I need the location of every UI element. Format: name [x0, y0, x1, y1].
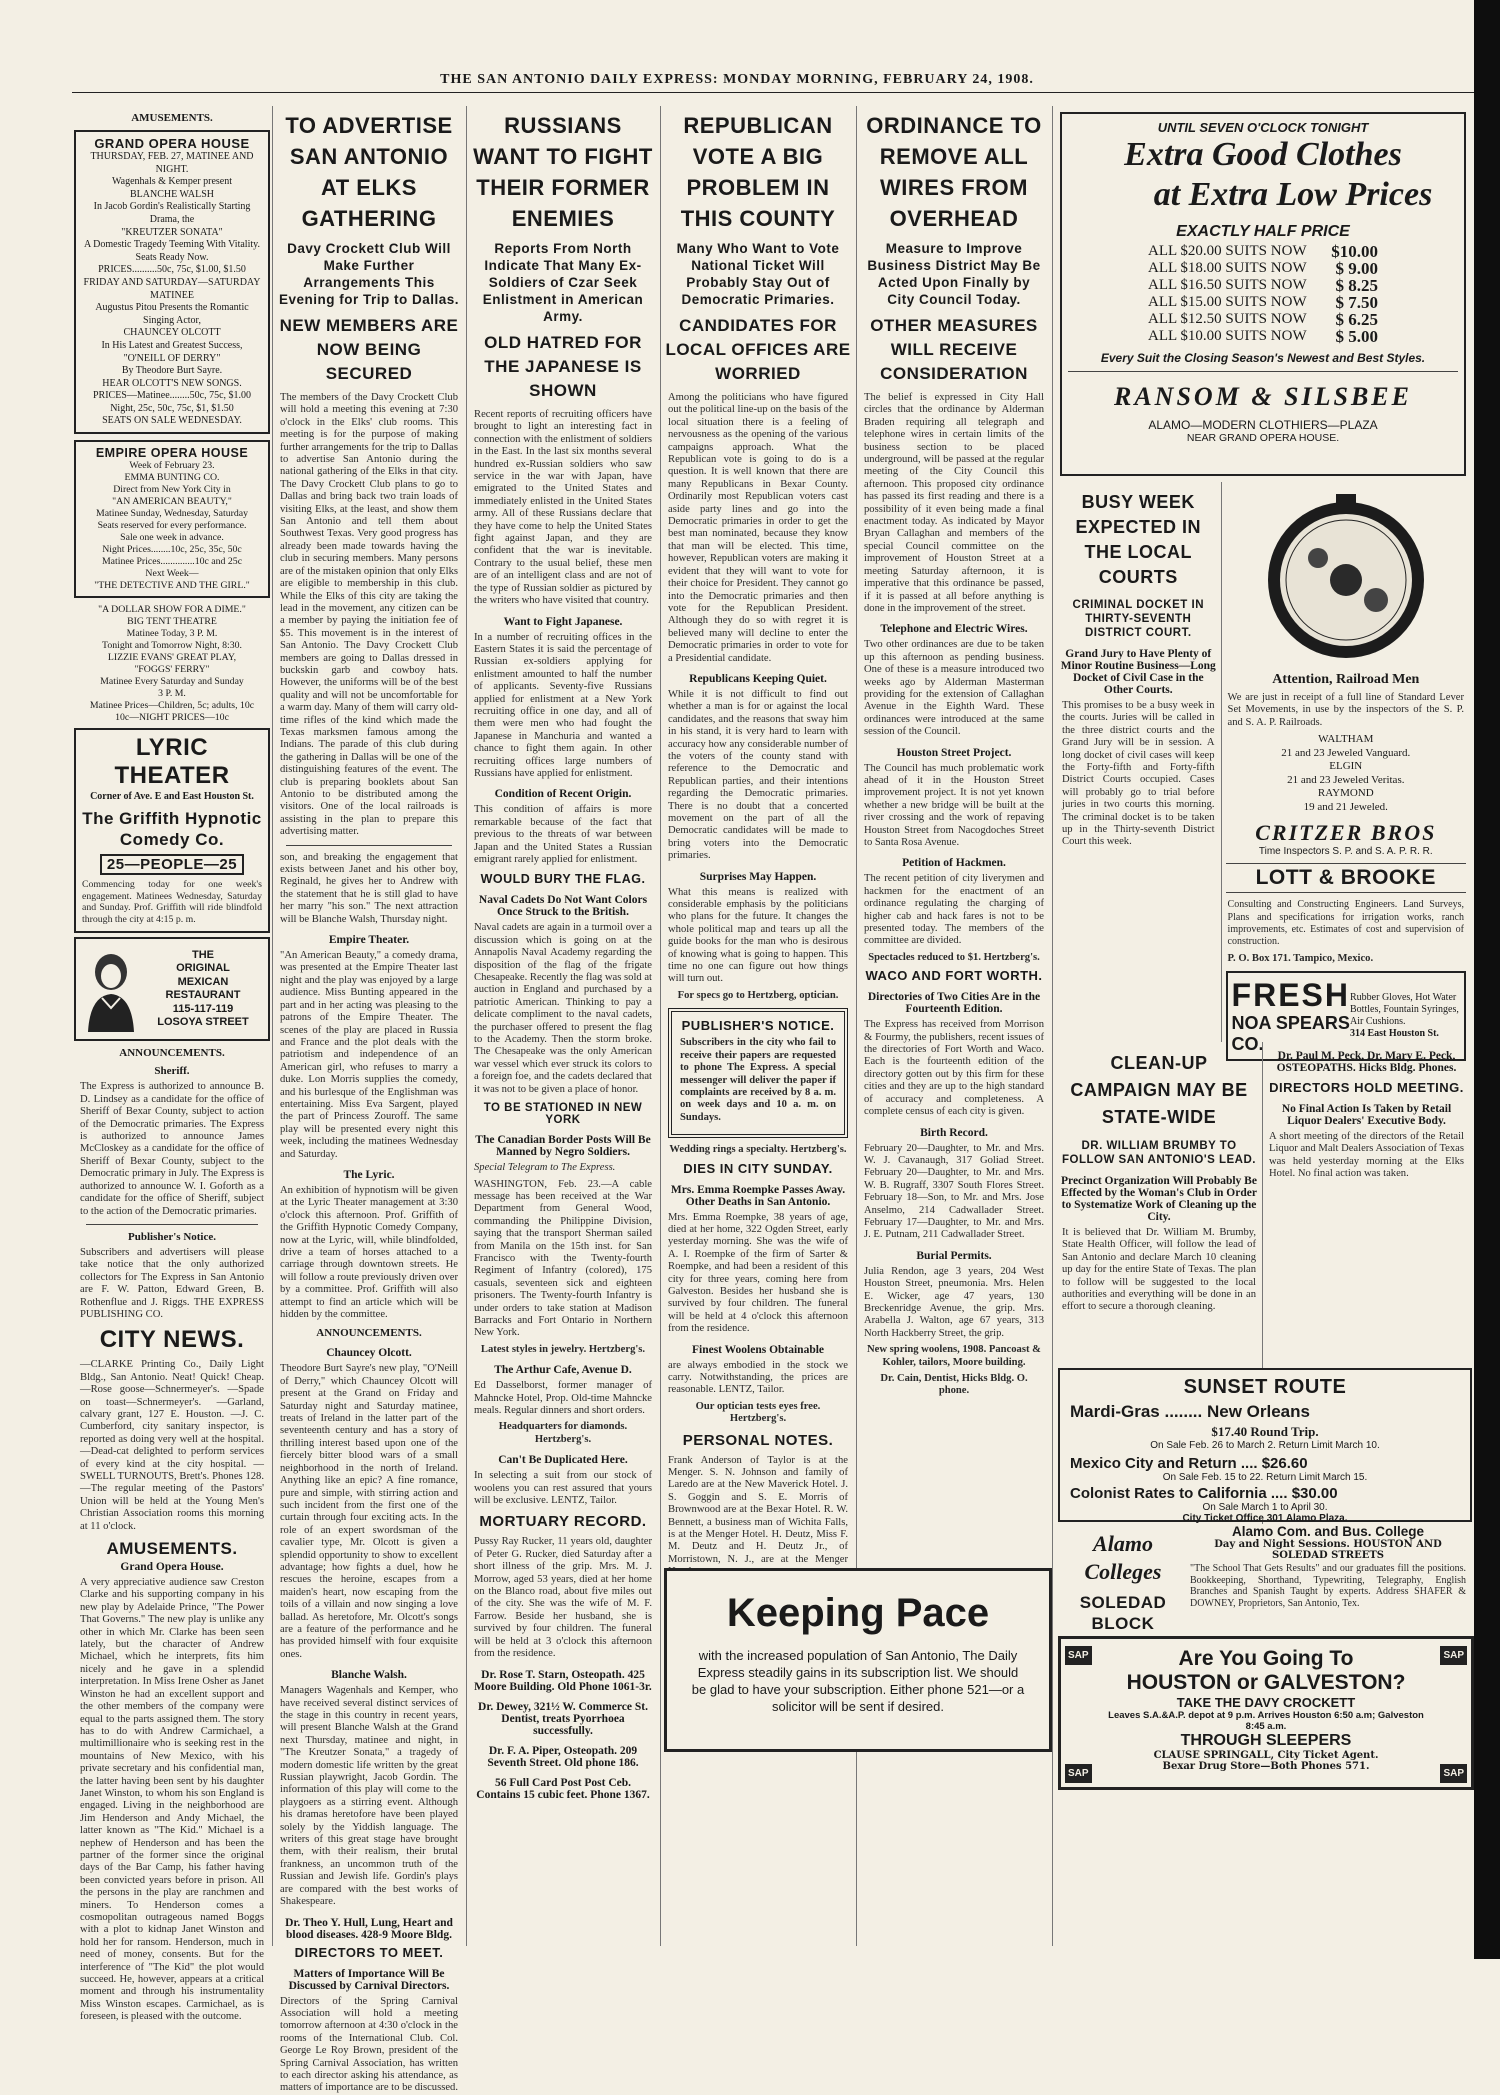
russians-deck: Reports From North Indicate That Many Ex-Soldiers of Czar Seek Enlistment in American Army. [482, 241, 644, 324]
mardi-gras-line: Mardi-Gras ........ New Orleans [1070, 1402, 1310, 1421]
lott-brooke-title: LOTT & BROOKE [1226, 863, 1466, 893]
restaurant-line: 115-117-119 [172, 1002, 234, 1015]
cleanup-headline: CLEAN-UP CAMPAIGN MAY BE STATE-WIDE [1070, 1053, 1248, 1127]
duplicated-subhead: Can't Be Duplicated Here. [498, 1454, 628, 1467]
announcements-subhead: ANNOUNCEMENTS. [316, 1327, 422, 1340]
alamo-sessions: Day and Night Sessions. HOUSTON AND SOLEDAD STREETS [1214, 1539, 1442, 1561]
watch-line: RAYMOND [1317, 787, 1374, 800]
spectacles-ad: Spectacles reduced to $1. Hertzberg's. [868, 951, 1040, 963]
keeping-pace-ad [664, 1568, 1052, 1752]
big-tent-line: Matinee Prices—Children, 5c; adults, 10c [89, 700, 255, 712]
directors-meeting-headline: DIRECTORS HOLD MEETING. [1269, 1080, 1464, 1095]
mexican-restaurant-ad [74, 937, 270, 1041]
davy-crockett-train-ad [1058, 1636, 1474, 1790]
wires-text: Two other ordinances are due to be taken up this afternoon as pending business. One of these is a measure introduced two weeks ago by Alderman Masterman providing for the extension of Callaghan Avenue in the Eighth Ward. These ordinances were introduced at the same session of the Council. [864, 639, 1044, 738]
publishers-notice-heading: Publisher's Notice. [128, 1230, 216, 1243]
grand-opera-house-title: GRAND OPERA HOUSE [94, 136, 250, 151]
big-tent-line: 10c—NIGHT PRICES—10c [115, 712, 229, 724]
optician-ad: Our optician tests eyes free. Hertzberg's. [695, 1400, 821, 1425]
publishers-notice-body: Subscribers in the city who fail to receive their papers are requested to phone The Express. A special messenger will deliver the paper if complaints are received by 8 a. m. on week days and 10 a. m. on Sundays. [680, 1037, 836, 1123]
surprises-subhead: Surprises May Happen. [699, 870, 817, 883]
fight-japanese-text: In a number of recruiting offices in the Eastern States it is said the percentage of Russian ex-soldiers applying for enlistment amounted to half the number of applicants. Seventy-five Russians applied for enlistment at a New York recruiting office in one day, and all of them were men who had fought the Japanese in Manchuria and wanted a chance to fight them again. In other recruiting offices large numbers of Russians have applied for enlistment. [474, 631, 652, 779]
republican-text: Among the politicians who have figured out the political line-up on the basis of the local situation there is a feeling of nervousness as the opening of the various campaigns approach. What the Republican vote is going to do is a question. It is well known that there are many Republicans in Bexar County. Ordinarily most Republican voters cast aside party lines and go into the Democratic primaries in order to get the best man nominated, because they know that man will be elected. This time, however, Republican voters are making it evident that they will want to vote for their choice for President. They cannot go into the Democratic primaries and then vote for the Republican President. Although they do so with regret it is believed many will decline to enter the Democratic primaries in order to vote for a Presidential candidate. [668, 392, 848, 664]
sap-badge-top-left [1065, 1643, 1092, 1665]
sap-badge-bottom-left [1065, 1761, 1092, 1783]
empire-line: "AN AMERICAN BEAUTY," [112, 496, 232, 508]
empire-theater-subhead: Empire Theater. [328, 934, 410, 947]
lyric-people-count: 25—PEOPLE—25 [100, 854, 244, 875]
dies-deck: Mrs. Emma Roempke Passes Away. Other Deaths in San Antonio. [670, 1183, 846, 1208]
elks-subheadline: NEW MEMBERS ARE NOW BEING SECURED [279, 316, 459, 383]
watch-line: 19 and 21 Jeweled. [1303, 800, 1388, 813]
are-you-going: Are You Going To [1178, 1647, 1354, 1670]
grand-opera-line: Night, 25c, 50c, 75c, $1, $1.50 [110, 402, 234, 414]
announcements-heading: ANNOUNCEMENTS. [119, 1047, 225, 1060]
big-tent-line: LIZZIE EVANS' GREAT PLAY, [107, 652, 237, 664]
telegram-dateline: Special Telegram to The Express. [474, 1162, 616, 1174]
grand-opera-review-subhead: Grand Opera House. [120, 1561, 224, 1574]
column-russians [468, 106, 658, 1946]
personal-notes-headline: PERSONAL NOTES. [682, 1431, 834, 1449]
houston-street-subhead: Houston Street Project. [896, 746, 1012, 759]
grand-opera-review-text: A very appreciative audience saw Creston Clarke and his supporting company in his new play by Adelaide Prince, "The Power That Governs." The new play is unlike any other in which Mr. Clarke has been seen lately, but the character of Andrew Michael, which he interprets, fits him nicely and he gave in a splendid interpretation. In Miss Irene Osher as Janet Winston he had an excellent support and the other members of the company were equal to the parts assigned them. The story has to do with Andrew Carmichael, a multimillionaire who is seeking rest in the mountains of New Mexico, with his private secretary and his confidential man, the latter having been sent by his daughter Janet Winston, to whom his son England is engaged. Living in the neighborhood are Jim Henderson and Andy Michael, the latter known as "The Kid." Michael is a nephew of Henderson and has been the partner of the former since the original days of the Bar Camp, his father having been convicted years before in prison. All the persons in the play are ranchmen and miners. To Henderson comes a cosmopolitan outrageous named Boggs with a plot to kidnap Janet Winston and hold her for ransom. Henderson, much in need of money, consents. But for the interference of "The Kid" the plot would succeed. He, however, appears at a critical moment and through his instrumentality Miss Winston escapes. Carmichael, as is foreseen, is pleased with the outcome. [80, 1577, 264, 2023]
half-price-banner: EXACTLY HALF PRICE [1176, 223, 1350, 240]
postcard-ad: 56 Full Card Post Post Ceb. Contains 15 cubic feet. Phone 1367. [476, 1776, 650, 1801]
column-amusements [74, 106, 270, 2023]
waco-text: The Express has received from Morrison & Fourmy, the publishers, recent issues of the directories of Fort Worth and Waco. Each is the fourteenth edition of the directory gotten out by this firm for these cities and they are up to the high standard of accuracy and completeness. A complete census of each city is given. [864, 1019, 1044, 1118]
ordinance-deck: Measure to Improve Business District May Be Acted Upon Finally by City Council Today. [867, 241, 1041, 307]
price-value: $ 5.00 [1335, 327, 1378, 346]
empire-line: "THE DETECTIVE AND THE GIRL." [94, 580, 250, 592]
woolens-subhead: Finest Woolens Obtainable [691, 1343, 825, 1356]
pancoast-ad: New spring woolens, 1908. Pancoast & Kohler, tailors, Moore building. [867, 1344, 1041, 1368]
railroad-headline: Attention, Railroad Men [1272, 672, 1420, 687]
lyric-text: An exhibition of hypnotism will be given at the Lyric Theater management at 3:30 o'clock this afternoon. Prof. Griffith of the Griffith Hypnotic Comedy Company, now at the Lyric, will, while blindfolded, drive a team of horses attached to a carriage through downtown streets. He will follow a route previously driven over by a committee. Prof. Griffith will also attempt to find an article which will be hidden by the committee. [280, 1184, 458, 1321]
big-tent-line: Matinee Every Saturday and Sunday [100, 676, 244, 688]
empire-opera-house-title: EMPIRE OPERA HOUSE [95, 446, 249, 461]
watch-list [1222, 733, 1470, 814]
empire-line: Direct from New York City in [113, 484, 231, 496]
recent-origin-subhead: Condition of Recent Origin. [494, 788, 632, 801]
pocket-watch-icon [1246, 488, 1446, 668]
empire-line: Matinee Prices..............10c and 25c [101, 556, 243, 568]
alamo-college-ad [1058, 1524, 1468, 1632]
hackmen-subhead: Petition of Hackmen. [902, 857, 1006, 870]
fight-japanese-subhead: Want to Fight Japanese. [503, 615, 623, 628]
fresh-title: FRESH [1231, 977, 1350, 1014]
woman-portrait-icon [80, 946, 142, 1032]
mexico-city-sale: On Sale Feb. 15 to 22. Return Limit March 15. [1162, 1472, 1368, 1483]
elks-deck: Davy Crockett Club Will Make Further Arrangements This Evening for Trip to Dallas. [278, 241, 460, 307]
extra-good-clothes: Extra Good Clothes [1124, 136, 1402, 173]
grand-opera-house-lines [80, 151, 264, 428]
grand-opera-line: BLANCHE WALSH [130, 188, 214, 200]
review-continued-text: son, and breaking the engagement that exists between Janet and his other boy, Reginald, he gives her to Andrew with the statement that he is still glad to have her marry "his son." The next attraction will be Blanche Walsh, Thursday night. [280, 851, 458, 925]
empire-theater-text: "An American Beauty," a comedy drama, was presented at the Empire Theater last night and the play was enjoyed by a large audience. Miss Bunting appeared in the part and in her acting was pleasing to the patrons of the Empire Theater. The scenes of the play are placed in Russia and France and the plot deals with the patriotism and independence of an American girl, who refuses to marry a duke. Lon Morris supplies the comedy, and his burlesque of the Englishman was entertaining. Miss Eva Sargent, played the part of Princess Zouroff. The same play will be presented every night this week, including the matinees Wednesday and Saturday. [280, 950, 458, 1160]
ordinance-subheadline: OTHER MEASURES WILL RECEIVE CONSIDERATION [870, 316, 1038, 383]
directors-meeting-text: A short meeting of the directors of the Retail Liquor and Malt Dealers Association of Texas was held yesterday morning at the Elks Hotel. No final action was taken. [1269, 1131, 1465, 1180]
flag-deck: Naval Cadets Do Not Want Colors Once Struck to the British. [478, 894, 648, 919]
keeping-pace-title: Keeping Pace [726, 1591, 990, 1635]
price-value: $ 8.25 [1335, 276, 1378, 295]
grand-opera-line: FRIDAY AND SATURDAY—SATURDAY MATINEE [83, 276, 261, 301]
divider [86, 1224, 258, 1225]
publishers-notice-title: PUBLISHER'S NOTICE. [681, 1018, 835, 1034]
grand-opera-line: By Theodore Burt Sayre. [121, 365, 223, 377]
alamo-logo-block [1058, 1524, 1188, 1632]
duplicated-text: In selecting a suit from our stock of woolens you can rest assured that yours will be exclusive. LENTZ, Tailor. [474, 1470, 652, 1507]
watch-line: 21 and 23 Jeweled Vanguard. [1281, 746, 1411, 759]
busy-week-deck2: Grand Jury to Have Plenty of Minor Routine Business—Long Docket of Civil Case in the Other Courts. [1060, 648, 1216, 696]
critzer-sub: Time Inspectors S. P. and S. A. P. R. R. [1258, 846, 1433, 858]
lott-brooke-address: P. O. Box 171. Tampico, Mexico. [1227, 952, 1374, 964]
grand-opera-line: "O'NEILL OF DERRY" [123, 352, 221, 364]
publishers-notice-box [668, 1008, 848, 1138]
elks-story-text: The members of the Davy Crockett Club will hold a meeting this evening at 7:30 o'clock in the Elks' club rooms. This meeting is for the purpose of making further arrangements for the trip to Dallas to advertise San Antonio during the national gathering of the Elks in that city. The Davy Crockett Club plans to go to Dallas and bring back two train loads of visiting Elks, at the least, and show them San Antonio and tell them about Southwest Texas. Very good progress has already been made towards having the club in securing members. Many persons are of the mistaken opinion that only Elks are eligible to membership in this club. While the Elks of this city are taking the lead in the movement, any citizen can be a member by paying the initiation fee of $5. This movement is in the interest of San Antonio. The Davy Crockett Club members are going to Dallas dressed in buckskin garb and cowboy hats. However, the uniforms will be of the best quality and will not be uncomfortable for a warm day. Many of them will carry old-time rifles of the kind which made the Texas marksmen famous among the Indians. The parade of this club during the gathering in Dallas will be one of the distinguishing features of the event. The club is preparing booklets about San Antonio to be distributed among the visitors. One of the local railroads is assisting in the plan to prepare this advertising matter. [280, 392, 458, 838]
empire-opera-house-lines [80, 460, 264, 592]
busy-week-text: This promises to be a busy week in the courts. Juries will be called in the three district courts and the Grand Jury will be in session. A long docket of civil cases will keep the Forty-fifth and Forty-fifth District Courts occupied. Cases will probably go to trial before juries in two courts this morning. The criminal docket is to be taken up in the Thirty-seventh District Court this week. [1062, 700, 1215, 848]
restaurant-line: RESTAURANT [165, 989, 241, 1002]
burial-permits-subhead: Burial Permits. [916, 1249, 992, 1262]
city-news-text: —CLARKE Printing Co., Daily Light Bldg., San Antonio. Neat! Quick! Cheap. —Rose goose—Schnermeyer's. —Spade on toast—Schnermeyer's. —Garland, calvary grant, 127 E. Houston. —J. C. Cumberford, city sanitary inspector, is reported as doing very well at the hospital. —Dead-cat delighted to perform services of every kind at the city hospital. —SWELL TURNOUTS, Brett's. Phones 128. —The regular meeting of the Pastors' Union will be held at the Young Men's Christian Association rooms this morning at 11 o'clock. [80, 1359, 264, 1532]
through-sleepers: THROUGH SLEEPERS [1180, 1732, 1352, 1749]
starn-ad: Dr. Rose T. Starn, Osteopath. 425 Moore Building. Old Phone 1061-3r. [474, 1668, 652, 1693]
column-republican [662, 106, 854, 1566]
republican-headline: REPUBLICAN VOTE A BIG PROBLEM IN THIS COUNTY [680, 113, 836, 231]
busy-week-deck1: CRIMINAL DOCKET IN THIRTY-SEVENTH DISTRICT COURT. [1072, 599, 1204, 639]
price-value: $10.00 [1331, 242, 1378, 261]
price-label: ALL $15.00 SUITS NOW [1148, 294, 1307, 310]
big-tent-line: 3 P. M. [158, 688, 186, 700]
dies-text: Mrs. Emma Roempke, 38 years of age, died at her home, 322 Ogden Street, early yesterday morning. She was the wife of A. I. Roempke of the firm of Sarter & Roempke, and had been a resident of this city for three years, coming here from Galveston. Besides her husband she is survived by four children. The funeral will be held at 4 o'clock this afternoon from the residence. [668, 1211, 848, 1335]
empire-line: Sale one week in advance. [120, 532, 224, 544]
grand-opera-line: HEAR OLCOTT'S NEW SONGS. [102, 377, 242, 389]
price-value: $ 6.25 [1335, 310, 1378, 329]
sap-badge-top-right [1440, 1643, 1467, 1665]
grand-opera-house-ad [74, 130, 270, 434]
big-tent-line: Tonight and Tomorrow Night, 8:30. [102, 640, 242, 652]
price-value: $ 9.00 [1335, 259, 1378, 278]
empire-opera-house-ad [74, 440, 270, 598]
recent-origin-text: This condition of affairs is more remarkable because of the fact that previous to the threats of war between Japan and the United States a Russian emigrant rarely applied for enlistment. [474, 804, 652, 865]
hull-ad: Dr. Theo Y. Hull, Lung, Heart and blood diseases. 428-9 Moore Bldg. [285, 1916, 453, 1941]
ticket-agent: CLAUSE SPRINGALL, City Ticket Agent. [1153, 1750, 1379, 1761]
sheriff-announcements: The Express is authorized to announce B. D. Lindsey as a candidate for the office of Sheriff of Bexar County, subject to action of the Democratic primaries. The Express is authorized to announce James McCloskey as a candidate for the office of Sheriff of Bexar County, subject to the Democratic primary in July. The Express is authorized to announce W. I. Goforth as a candidate for the office of Sheriff, subject to the action of the Democratic primaries. [80, 1081, 264, 1217]
price-label: ALL $16.50 SUITS NOW [1148, 277, 1307, 293]
alamo-details [1188, 1524, 1468, 1632]
sap-badge-bottom-right [1440, 1761, 1467, 1783]
dies-headline: DIES IN CITY SUNDAY. [683, 1160, 833, 1176]
sap-label: SAP [1440, 1646, 1467, 1665]
big-tent-theatre-ad [74, 604, 270, 724]
directors-headline: DIRECTORS TO MEET. [294, 1944, 444, 1960]
until-seven-text: UNTIL SEVEN O'CLOCK TONIGHT [1157, 120, 1369, 135]
ransom-silsbee-logo: RANSOM & SILSBEE [1114, 382, 1412, 411]
big-tent-line: "FOGGS' FERRY" [134, 664, 210, 676]
russians-headline: RUSSIANS WANT TO FIGHT THEIR FORMER ENEMIES [473, 113, 653, 231]
restaurant-text [142, 949, 264, 1030]
amusements-heading: AMUSEMENTS. [131, 112, 213, 124]
grand-opera-line: SEATS ON SALE WEDNESDAY. [102, 415, 242, 427]
chauncey-olcott-text: Theodore Burt Sayre's new play, "O'Neill of Derry," which Chauncey Olcott will present at the Grand on Friday and Saturday night and Saturday matinee, treats of Ireland in the latter part of the seventeenth century and has a story of thrilling interest based upon one of the fiercely bitter blood wars of a small neighborhood in the north of Ireland. Anything like an epic? A fine romance, pure and simple, with stirring action and such incident from the first one of the curtain through four exciting acts. In the role of an expert swordsman of the cavalier type, Mr. Olcott is given a splendid opportunity to show to excellent advantage; how fights a duel, how he rescues the heroine, escapes from a maiden's heart, now escaping from the toils of a villain and now singing a love ballad. As heretofore, Mr. Olcott's songs are a feature of the performance and he has provided himself with four exquisite ones. [280, 1363, 458, 1660]
surprises-text: What this means is realized with considerable emphasis by the politicians who plans for the future. It changes the whole political map and tears up all the guide books for the man who is desirous of knowing what is going to happen. This time no one can figure out how things will turn out. [668, 886, 848, 985]
busy-week-story [1056, 482, 1222, 1042]
grand-opera-line: CHAUNCEY OLCOTT [123, 327, 221, 339]
grand-opera-line: In Jacob Gordin's Realistically Starting Drama, the [93, 201, 251, 225]
russians-text: Recent reports of recruiting officers have brought to light an interesting fact in connection with the enlistment of soldiers in the East. In the last six months several hundred ex-Russian soldiers who saw service in the war with Japan, have emigrated to the United States and immediately enlisted in the United States army. All of these Russians declare that they have come to help the United States fight against Japan, and they are confident that the war is inevitable. Contrary to the usual belief, these men are of an intelligent class and are not of the type of Russian soldier as pictured by the writers who have visited that country. [474, 409, 652, 607]
price-row [1148, 243, 1378, 260]
price-label: ALL $12.50 SUITS NOW [1148, 311, 1307, 327]
houston-galveston: HOUSTON or GALVESTON? [1126, 1671, 1406, 1694]
dewey-ad: Dr. Dewey, 321½ W. Commerce St. Dentist, treats Pyorrhoea successfully. [478, 1700, 648, 1737]
republican-deck: Many Who Want to Vote National Ticket Will Probably Stay Out of Democratic Primaries. [676, 241, 840, 307]
lyric-company: The Griffith Hypnotic Comedy Co. [82, 809, 262, 850]
price-row [1148, 277, 1378, 294]
new-york-text: WASHINGTON, Feb. 23.—A cable message has been received at the War Department from General Wood, commanding the Philippine Division, saying that the transport Sherman sailed from Manila on the 15th inst. for San Francisco with the Twenty-fourth Regiment of Infantry (colored), 175 casuals, seventeen sick and eighteen prisoners. The Twenty-fourth Infantry is under orders to take station at Madison Barracks and Fort Ontario in Northern New York. [474, 1178, 652, 1339]
peck-ad: Dr. Paul M. Peck, Dr. Mary E. Peck, OSTEOPATHS. Hicks Bldg. Phones. [1276, 1050, 1457, 1074]
sap-label: SAP [1440, 1764, 1467, 1783]
fresh-text: Rubber Gloves, Hot Water Bottles, Fountain Syringes, Air Cushions. [1350, 992, 1459, 1028]
grand-opera-line: Augustus Pitou Presents the Romantic Singing Actor, [95, 302, 249, 326]
big-tent-line: "A DOLLAR SHOW FOR A DIME." [98, 604, 246, 616]
lyric-theater-title: LYRIC THEATER [114, 734, 230, 790]
woolens-text: are always embodied in the stock we carry. Notwithstanding, the prices are reasonable. LENTZ, Tailor. [668, 1359, 848, 1396]
price-label: ALL $20.00 SUITS NOW [1148, 243, 1307, 259]
grand-opera-line: PRICES..........50c, 75c, $1.00, $1.50 [98, 264, 246, 276]
empire-line: Night Prices........10c, 25c, 35c, 50c [102, 544, 242, 556]
directors-deck: Matters of Importance Will Be Discussed by Carnival Directors. [288, 1967, 450, 1992]
price-row [1148, 311, 1378, 328]
page-edge-shadow [1474, 0, 1500, 1959]
column-rule [1052, 106, 1053, 1946]
amusements-review-heading: AMUSEMENTS. [106, 1539, 238, 1559]
lyric-subhead: The Lyric. [343, 1168, 395, 1181]
ordinance-text: The belief is expressed in City Hall circles that the ordinance by Alderman Braden requiring all telegraph and telephone wires in certain limits of the business section to be placed underground, will be passed at the regular meeting of the City Council this afternoon. This proposed city ordinance has passed its first reading and there is a possibility of it even being made a final enactment today. As indicated by Mayor Bryan Callaghan and members of the special Council committee on the improvement of Houston Street at a meeting Saturday afternoon, it is imperative that this ordinance be passed, if it is passed at all before anything is done in the improvement of the street. [864, 392, 1044, 614]
grand-opera-line: "KREUTZER SONATA" [121, 226, 223, 238]
new-york-deck: The Canadian Border Posts Will Be Manned by Negro Soldiers. [475, 1134, 651, 1159]
watch-line: 21 and 23 Jeweled Veritas. [1287, 773, 1405, 786]
price-row [1148, 294, 1378, 311]
grand-opera-line: Wagenhals & Kemper present [112, 176, 232, 188]
busy-week-headline: BUSY WEEK EXPECTED IN THE LOCAL COURTS [1075, 492, 1202, 587]
keeping-pace-text: with the increased population of San Antonio, The Daily Express steadily gains in its subscription list. We should be glad to have your subscription. Either phone 521—or a solicitor will be sent if desired. [691, 1648, 1025, 1714]
price-value: $ 7.50 [1335, 293, 1378, 312]
arthur-cafe-subhead: The Arthur Cafe, Avenue D. [494, 1364, 632, 1377]
grand-opera-line: A Domestic Tragedy Teeming With Vitality. [84, 239, 260, 251]
houston-street-text: The Council has much problematic work ahead of it in the Houston Street improvement project. It is not yet known whether a new bridge will be built at the river crossing and the work of repaving Houston Street from Nacogdoches Street to Santa Rosa Avenue. [864, 762, 1044, 848]
chauncey-olcott-subhead: Chauncey Olcott. [326, 1347, 412, 1360]
colonist-rates-line: Colonist Rates to California .... $30.00 [1070, 1485, 1338, 1502]
republican-subheadline: CANDIDATES FOR LOCAL OFFICES ARE WORRIED [665, 316, 851, 383]
empire-line: Matinee Sunday, Wednesday, Saturday [95, 508, 249, 520]
column-elks [274, 106, 464, 2094]
cain-ad: Dr. Cain, Dentist, Hicks Bldg. O. phone. [880, 1373, 1028, 1397]
personal-notes-text: Frank Anderson of Taylor is at the Menger. S. N. Johnson and family of Laredo are at the New Maverick Hotel. J. S. Goggin and S. E. Morris of Brownwood are at the Bexar Hotel. R. W. Bennett, a business man of Wichita Falls, is at the Menger Hotel. H. Deutz, Miss F. M. Deutz and H. Deutz Jr., of Morristown, N. J., are at the Menger [668, 1454, 848, 1565]
watch-line: ELGIN [1329, 760, 1363, 773]
restaurant-line: ORIGINAL [176, 962, 230, 975]
waco-deck: Directories of Two Cities Are in the Fourteenth Edition. [867, 991, 1041, 1016]
grand-opera-line: PRICES—Matinee........50c, 75c, $1.00 [92, 390, 252, 402]
restaurant-line: LOSOYA STREET [157, 1016, 249, 1029]
railroad-text: We are just in receipt of a full line of Standard Lever Set Movements, in use by the inspectors of the S. P. and S. A. P. Railroads. [1227, 692, 1464, 728]
sap-label: SAP [1065, 1646, 1092, 1665]
every-suit-text: Every Suit the Closing Season's Newest and Best Styles. [1100, 351, 1426, 365]
arthur-cafe-text: Ed Dasselborst, former manager of Mahncke Hotel, Prop. Old-time Mahncke meals. Regular dinners and short orders. [474, 1380, 652, 1416]
new-york-headline: TO BE STATIONED IN NEW YORK [483, 1102, 643, 1127]
price-row [1148, 328, 1378, 345]
big-tent-line: Matinee Today, 3 P. M. [126, 628, 218, 640]
mortuary-text: Pussy Ray Rucker, 11 years old, daughter of Peter G. Rucker, died Saturday after a short illness of the grip. Mrs. M. J. Morrow, aged 53 years, died at her home on the Blanco road, about five miles out of the city. She was the wife of M. F. Farrow. Beside her husband, she is survived by four children. The funeral will be held at 3 o'clock this afternoon from the residence. [474, 1536, 652, 1660]
lyric-details: Commencing today for one week's engagement. Matinees Wednesday, Saturday and Sunday. Prof. Griffith will ride blindfold through the city at 4:15 p. m. [82, 879, 262, 925]
sheriff-heading: Sheriff. [154, 1065, 190, 1078]
column-ordinance [858, 106, 1050, 1566]
courts-and-watches-row [1056, 482, 1470, 1055]
cleanup-text: It is believed that Dr. William M. Brumby, State Health Officer, will follow the lead of San Antonio and declare March 10 cleaning up day for the entire State of Texas. The plan to follow will be suggested to the local authorities and everything will be done in an effort to secure a thorough cleaning. [1062, 1227, 1256, 1313]
masthead-rule [72, 92, 1474, 93]
hackmen-text: The recent petition of city liverymen and hackmen for the enactment of an ordinance regulating the charging of higher cab and hack fares is not to be presented today. The members of the committee are divided. [864, 873, 1044, 947]
fresh-details [1350, 992, 1460, 1040]
ordinance-headline: ORDINANCE TO REMOVE ALL WIRES FROM OVERHEAD [866, 113, 1042, 231]
big-tent-line: BIG TENT THEATRE [127, 616, 217, 628]
empire-line: Seats reserved for every performance. [97, 520, 247, 532]
price-list [1148, 243, 1378, 345]
waco-headline: WACO AND FORT WORTH. [865, 968, 1043, 984]
divider [1068, 371, 1458, 372]
column-rule [272, 106, 273, 1946]
specs-ad: For specs go to Hertzberg, optician. [677, 989, 839, 1001]
mardi-gras-sale: On Sale Feb. 26 to March 2. Return Limit March 10. [1150, 1440, 1380, 1451]
birth-record-text: February 20—Daughter, to Mr. and Mrs. W. J. Cavanaugh, 317 Goliad Street. February 20—Daughter, to Mr. and Mrs. W. B. Rugraff, 3307 South Flores Street. February 18—Son, to Mr. and Mrs. Jose Anselmo, 214 Cadwallader Street. February 17—Daughter, to Mr. and Mrs. J. E. Putnam, 211 Cadwallader Street. [864, 1142, 1044, 1241]
soledad-block: SOLEDAD BLOCK [1079, 1593, 1167, 1633]
empire-line: EMMA BUNTING CO. [124, 472, 220, 484]
sunset-route-ad [1058, 1368, 1472, 1522]
birth-record-subhead: Birth Record. [920, 1126, 988, 1139]
railroad-watch-ad [1222, 482, 1470, 1055]
lyric-theater-address: Corner of Ave. E and East Houston St. [90, 791, 254, 803]
price-label: ALL $18.00 SUITS NOW [1148, 260, 1307, 276]
mardi-gras-price: $17.40 Round Trip. [1211, 1424, 1319, 1439]
alamo-logo: Alamo Colleges [1084, 1531, 1162, 1584]
alamo-text: "The School That Gets Results" and our graduates fill the positions. Bookkeeping, Shorthand, Typewriting, Telegraphy, English Branches and Spanish Taught by experts. Address SHAFER & DOWNEY, Proprietors, San Antonio, Tex. [1190, 1563, 1466, 1609]
directors-meeting-deck: No Final Action Is Taken by Retail Liquor Dealers' Executive Body. [1281, 1103, 1452, 1127]
watch-line: WALTHAM [1318, 733, 1374, 746]
cleanup-deck2: Precinct Organization Will Probably Be Effected by the Woman's Club in Order to Systematize Work of Cleaning up the City. [1061, 1175, 1257, 1223]
grand-opera-line: THURSDAY, FEB. 27, MATINEE AND NIGHT. [90, 151, 254, 175]
elks-headline: TO ADVERTISE SAN ANTONIO AT ELKS GATHERING [285, 113, 453, 231]
lyric-theater-ad [74, 728, 270, 933]
wires-subhead: Telephone and Electric Wires. [880, 623, 1028, 636]
critzer-logo [1222, 820, 1470, 846]
restaurant-line: MEXICAN [177, 975, 229, 988]
critzer-name: CRITZER BROS [1255, 820, 1437, 846]
noa-spears-name: NOA SPEARS CO. [1231, 1013, 1350, 1055]
keeping-quiet-subhead: Republicans Keeping Quiet. [689, 672, 827, 685]
flag-text: Naval cadets are again in a turmoil over a discussion which is going on at the Annapolis Naval Academy regarding the disposition of the flag of the frigate Chesapeake. Recently the flag was sold at auction in England and purchased by a patriotic American. Thinking to pay a delicate compliment to the naval cadets, the purchaser offered to present the flag to the Academy. Then the storm broke. The Chesapeake was the only American war vessel which ever struck its colors to a foreign foe, and the cadets declared that it was not to be given a place of honor. [474, 922, 652, 1095]
sunset-route-title: SUNSET ROUTE [1183, 1376, 1347, 1398]
ransom-location: NEAR GRAND OPERA HOUSE. [1186, 432, 1340, 444]
russians-subheadline: OLD HATRED FOR THE JAPANESE IS SHOWN [484, 333, 642, 400]
ransom-silsbee-ad [1060, 112, 1466, 476]
diamonds-ad: Headquarters for diamonds. Hertzberg's. [498, 1421, 628, 1445]
wedding-rings-ad: Wedding rings a specialty. Hertzberg's. [669, 1144, 847, 1156]
lott-brooke-text: Consulting and Constructing Engineers. Land Surveys, Plans and specifications for irrigation works, ranch improvements, etc. Estimates of cost and supervision of construction. [1227, 899, 1464, 948]
column-rule [466, 106, 467, 1946]
directors-text: Directors of the Spring Carnival Association will hold a meeting tomorrow afternoon at 4:30 o'clock in the rooms of the International Club. Col. George Le Roy Brown, president of the Spring Carnival Association, has written to each director asking his attendance, as matters of importance are to be discussed. [280, 1995, 458, 2094]
city-news-heading: CITY NEWS. [99, 1326, 245, 1354]
masthead: THE SAN ANTONIO DAILY EXPRESS: MONDAY MORNING, FEBRUARY 24, 1908. [440, 72, 1034, 87]
mortuary-headline: MORTUARY RECORD. [479, 1513, 647, 1531]
sap-label: SAP [1065, 1764, 1092, 1783]
keeping-quiet-text: While it is not difficult to find out whether a man is for or against the local candidates, and the reasons that sway him in his stand, it is very hard to learn with accuracy how any considerable number of the voters of the county stand with reference to the Democratic and Republican parties, and their intentions regarding the Democratic primaries. There is no doubt that a concerted movement on the part of all the Democratic candidates will be made to bring voters into the Democratic primaries. [668, 688, 848, 862]
price-label: ALL $10.00 SUITS NOW [1148, 328, 1307, 344]
noa-address: 314 East Houston St. [1350, 1028, 1439, 1040]
publishers-notice-text: Subscribers and advertisers will please take notice that the only authorized collectors for The Express in San Antonio are F. W. Patton, Edward Green, B. Rothenflue and J. Riggs. THE EXPRESS PUBLISHING CO. [80, 1246, 264, 1320]
bexar-drug-store: Bexar Drug Store—Both Phones 571. [1162, 1761, 1370, 1772]
empire-line: Week of February 23. [129, 460, 215, 472]
ransom-address: ALAMO—MODERN CLOTHIERS—PLAZA [1148, 418, 1378, 432]
grand-opera-line: In His Latest and Greatest Success, [101, 339, 243, 351]
blanche-walsh-text: Managers Wagenhals and Kemper, who have received several distinct services of the stage in this country in recent years, will present Blanche Walsh at the Grand next Thursday, matinee and night, in "The Kreutzer Sonata," a tragedy of modern domestic life written by the great Russian playwright, Jacob Gordin. The information of this play will come to the playgoers as a stirring event. Although his dramas heretofore have been played solely by the Yiddish language. The writers of this great stage have brought them, with their realism, their brutal frankness, an uncommon truth of the Russian and Jewish life. Gordin's plays are compared with the best works of Shakespeare. [280, 1685, 458, 1908]
column-rule [660, 106, 661, 1946]
piper-ad: Dr. F. A. Piper, Osteopath. 209 Seventh Street. Old phone 186. [487, 1744, 639, 1769]
restaurant-line: THE [192, 948, 214, 961]
ticket-office: City Ticket Office 301 Alamo Plaza. [1182, 1513, 1348, 1524]
colonist-sale: On Sale March 1 to April 30. [1202, 1502, 1328, 1513]
take-davy-crockett: TAKE THE DAVY CROCKETT [1176, 1695, 1356, 1710]
jewelry-ad: Latest styles in jewelry. Hertzberg's. [480, 1343, 646, 1355]
extra-low-prices: at Extra Low Prices [1153, 176, 1433, 213]
burial-permits-text: Julia Rendon, age 3 years, 204 West Houston Street, pneumonia. Mrs. Helen E. Wicker, age 47 years, 130 Breckenridge Avenue, the grip. Mrs. Arabella J. Walton, age 67 years, 313 North Hackberry Street, the grip. [864, 1265, 1044, 1339]
price-row [1148, 260, 1378, 277]
flag-headline: WOULD BURY THE FLAG. [480, 872, 646, 887]
blanche-walsh-subhead: Blanche Walsh. [331, 1669, 407, 1682]
empire-line: Next Week— [145, 568, 199, 580]
grand-opera-line: Seats Ready Now. [135, 251, 209, 263]
alamo-college-name: Alamo Com. and Bus. College [1231, 1524, 1425, 1539]
divider [286, 845, 452, 846]
mexico-city-line: Mexico City and Return .... $26.60 [1070, 1455, 1308, 1472]
departure-times: Leaves S.A.&A.P. depot at 9 p.m. Arrives Houston 6:50 a.m; Galveston 8:45 a.m. [1108, 1710, 1424, 1732]
cleanup-deck: DR. WILLIAM BRUMBY TO FOLLOW SAN ANTONIO'S LEAD. [1062, 1140, 1256, 1166]
